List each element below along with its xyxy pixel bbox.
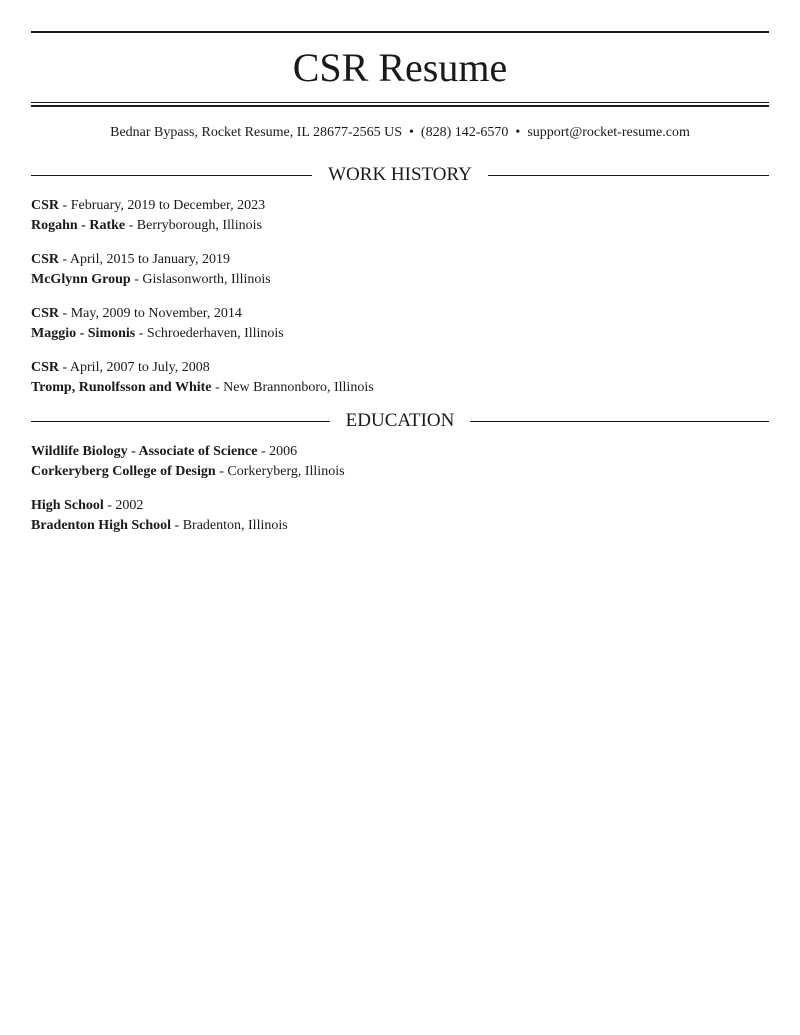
education-heading: [31, 409, 769, 433]
work-dates: May, 2009 to November, 2014: [70, 306, 242, 321]
education-year: 2006: [269, 444, 298, 459]
education-school: Corkeryberg College of Design: [31, 463, 216, 479]
education-year: 2002: [115, 498, 144, 513]
education-label: EDUCATION: [345, 410, 455, 431]
heading-rule-left: [31, 421, 330, 422]
top-rule: [31, 31, 769, 33]
education-location: Bradenton, Illinois: [182, 517, 288, 533]
work-location: New Brannonboro, Illinois: [223, 379, 374, 395]
work-entry-company-line: McGlynn Group - Gislasonworth, Illinois: [31, 271, 271, 287]
education-school: Bradenton High School: [31, 517, 172, 533]
contact-separator: •: [409, 125, 414, 140]
work-entry-role-line: CSR - May, 2009 to November, 2014: [31, 306, 242, 321]
education-school-line: Bradenton High School - Bradenton, Illinois: [31, 517, 288, 533]
education-degree: High School: [31, 498, 104, 513]
education-entry: [31, 496, 769, 535]
work-history-heading: [31, 163, 769, 187]
work-entry-company-line: Rogahn - Ratke - Berryborough, Illinois: [31, 217, 263, 233]
contact-line: [31, 124, 769, 142]
work-location: Schroederhaven, Illinois: [146, 325, 284, 341]
work-entry-role-line: CSR - April, 2007 to July, 2008: [31, 360, 210, 375]
work-role: CSR: [31, 360, 60, 375]
education-entry: [31, 442, 769, 481]
work-company: McGlynn Group: [31, 271, 131, 287]
heading-rule-right: [470, 421, 769, 422]
work-dates: April, 2015 to January, 2019: [69, 252, 230, 267]
work-role: CSR: [31, 306, 60, 321]
work-entry-role-line: CSR - February, 2019 to December, 2023: [31, 198, 266, 213]
resume-title: CSR Resume: [292, 45, 508, 90]
education-degree-line: Wildlife Biology - Associate of Science - 2006: [31, 444, 298, 459]
work-company: Rogahn - Ratke: [31, 217, 126, 233]
work-entry-company-line: Tromp, Runolfsson and White - New Brannonboro, Illinois: [31, 379, 374, 395]
work-history-label: WORK HISTORY: [328, 164, 472, 185]
education-school-line: Corkeryberg College of Design - Corkeryberg, Illinois: [31, 463, 345, 479]
work-dates: April, 2007 to July, 2008: [69, 360, 210, 375]
work-location: Gislasonworth, Illinois: [142, 271, 271, 287]
work-entry: [31, 250, 769, 289]
work-entry: [31, 358, 769, 397]
education-location: Corkeryberg, Illinois: [227, 463, 345, 479]
heading-rule-left: [31, 175, 312, 176]
contact-email: support@rocket-resume.com: [527, 125, 690, 140]
work-entry: [31, 196, 769, 235]
work-entry: [31, 304, 769, 343]
work-dates: February, 2019 to December, 2023: [70, 198, 266, 213]
education-degree-line: High School - 2002: [31, 498, 144, 513]
education-degree: Wildlife Biology - Associate of Science: [31, 444, 258, 459]
title-rule-thick: [31, 105, 769, 107]
heading-rule-right: [488, 175, 769, 176]
work-company: Tromp, Runolfsson and White: [31, 379, 212, 395]
contact-address: Bednar Bypass, Rocket Resume, IL 28677-2565 US: [110, 125, 402, 140]
work-company: Maggio - Simonis: [31, 325, 136, 341]
work-role: CSR: [31, 198, 60, 213]
contact-phone: (828) 142-6570: [420, 125, 509, 140]
work-entry-company-line: Maggio - Simonis - Schroederhaven, Illinois: [31, 325, 284, 341]
work-location: Berryborough, Illinois: [136, 217, 263, 233]
title-rule-thin: [31, 102, 769, 103]
work-entry-role-line: CSR - April, 2015 to January, 2019: [31, 252, 230, 267]
contact-separator: •: [515, 125, 521, 140]
work-role: CSR: [31, 252, 60, 267]
